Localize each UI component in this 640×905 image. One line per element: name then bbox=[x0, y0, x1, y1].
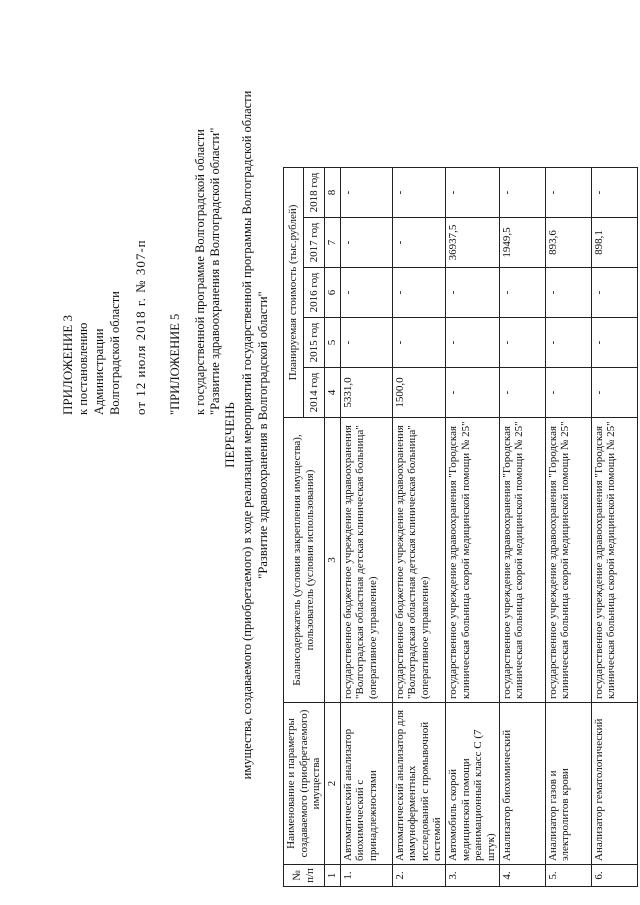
row-value: - bbox=[499, 318, 545, 368]
column-number: 6 bbox=[324, 268, 340, 318]
row-value: - bbox=[340, 268, 392, 318]
column-number: 1 bbox=[324, 865, 340, 887]
row-value: - bbox=[392, 168, 446, 218]
row-number: 4. bbox=[499, 865, 545, 887]
row-value: - bbox=[545, 168, 591, 218]
row-value: - bbox=[499, 368, 545, 418]
row-holder: государственное бюджетное учреждение здравоохранения "Волгоградская областная детская клиническая больница" (оперативное управление) bbox=[340, 418, 392, 703]
column-number: 4 bbox=[324, 368, 340, 418]
row-number: 6. bbox=[591, 865, 637, 887]
row-value: - bbox=[446, 318, 500, 368]
row-value: - bbox=[446, 268, 500, 318]
row-value: - bbox=[340, 318, 392, 368]
table-row bbox=[545, 168, 591, 887]
header-planned-cost: Планируемая стоимость (тыс.рублей) bbox=[284, 168, 304, 418]
header-no: № п/п bbox=[284, 865, 325, 887]
header-name: Наименование и параметры создаваемого (приобретаемого) имущества bbox=[284, 703, 325, 865]
header-year: 2016 год bbox=[304, 268, 324, 318]
appendix-3-line: Волгоградской области bbox=[107, 291, 122, 415]
row-value: - bbox=[545, 318, 591, 368]
row-value: - bbox=[591, 268, 637, 318]
row-value: - bbox=[591, 168, 637, 218]
row-name: Автоматический анализатор для иммуноферментных исследований с промывочной системой bbox=[392, 703, 446, 865]
appendix-5-line: "Развитие здравоохранения в Волгоградской области" bbox=[208, 127, 222, 415]
appendix-3-line: Администрации bbox=[91, 328, 106, 415]
row-holder: государственное учреждение здравоохранения "Городская клиническая больница скорой медицинской помощи № 25" bbox=[545, 418, 591, 703]
table-row bbox=[392, 168, 446, 887]
row-value: 1500,0 bbox=[392, 368, 446, 418]
row-value: 5331,0 bbox=[340, 368, 392, 418]
row-name: Автоматический анализатор биохимический с принадлежностями bbox=[340, 703, 392, 865]
row-name: Автомобиль скорой медицинской помощи реанимационный класс С (7 штук) bbox=[446, 703, 500, 865]
appendix-3-block bbox=[60, 85, 149, 415]
column-number: 5 bbox=[324, 318, 340, 368]
row-value: - bbox=[392, 218, 446, 268]
column-number: 2 bbox=[324, 703, 340, 865]
decree-date-line: от 12 июля 2018 г. № 307-п bbox=[133, 239, 149, 415]
column-number: 3 bbox=[324, 418, 340, 703]
row-number: 2. bbox=[392, 865, 446, 887]
row-holder: государственное бюджетное учреждение здравоохранения "Волгоградская областная детская клиническая больница" (оперативное управление) bbox=[392, 418, 446, 703]
title-heading: ПЕРЕЧЕНЬ bbox=[222, 402, 237, 468]
row-value: 36937,5 bbox=[446, 218, 500, 268]
row-holder: государственное учреждение здравоохранения "Городская клиническая больница скорой медицинской помощи № 25" bbox=[499, 418, 545, 703]
row-holder: государственное учреждение здравоохранения "Городская клиническая больница скорой медицинской помощи № 25" bbox=[446, 418, 500, 703]
header-year: 2018 год bbox=[304, 168, 324, 218]
table-row bbox=[591, 168, 637, 887]
row-value: 1949,5 bbox=[499, 218, 545, 268]
appendix-3-line: к постановлению bbox=[76, 322, 91, 415]
row-value: - bbox=[446, 368, 500, 418]
appendix-5-line: к государственной программе Волгоградской области bbox=[193, 129, 207, 415]
row-name: Анализатор биохимический bbox=[499, 703, 545, 865]
header-year: 2015 год bbox=[304, 318, 324, 368]
row-number: 5. bbox=[545, 865, 591, 887]
row-value: - bbox=[591, 368, 637, 418]
table-header-row bbox=[284, 168, 304, 887]
column-number: 7 bbox=[324, 218, 340, 268]
header-year: 2014 год bbox=[304, 368, 324, 418]
row-value: - bbox=[340, 168, 392, 218]
row-value: - bbox=[545, 268, 591, 318]
row-value: - bbox=[392, 268, 446, 318]
title-line: имущества, создаваемого (приобретаемого) в ходе реализации мероприятий государственной программы Волгоградской области bbox=[240, 90, 255, 780]
appendix-5-block bbox=[168, 15, 223, 415]
row-value: - bbox=[392, 318, 446, 368]
row-value: 898,1 bbox=[591, 218, 637, 268]
row-number: 1. bbox=[340, 865, 392, 887]
row-value: - bbox=[340, 218, 392, 268]
appendix-3-title: ПРИЛОЖЕНИЕ 3 bbox=[60, 315, 75, 415]
header-year: 2017 год bbox=[304, 218, 324, 268]
table-row bbox=[499, 168, 545, 887]
document-title bbox=[222, 25, 272, 845]
header-holder: Балансодержатель (условия закрепления имущества), пользователь (условия использования) bbox=[284, 418, 325, 703]
row-value: - bbox=[499, 268, 545, 318]
table-row bbox=[446, 168, 500, 887]
appendix-5-title: "ПРИЛОЖЕНИЕ 5 bbox=[168, 313, 182, 415]
row-holder: государственное учреждение здравоохранения "Городская клиническая больница скорой медицинской помощи № 25" bbox=[591, 418, 637, 703]
row-name: Анализатор газов и электролитов крови bbox=[545, 703, 591, 865]
row-number: 3. bbox=[446, 865, 500, 887]
column-number: 8 bbox=[324, 168, 340, 218]
row-value: - bbox=[591, 318, 637, 368]
column-number-row bbox=[324, 168, 340, 887]
row-value: - bbox=[545, 368, 591, 418]
property-table bbox=[283, 167, 638, 887]
title-line: "Развитие здравоохранения в Волгоградской области" bbox=[255, 291, 270, 579]
row-value: - bbox=[499, 168, 545, 218]
row-name: Анализатор гематологический bbox=[591, 703, 637, 865]
row-value: - bbox=[446, 168, 500, 218]
table-row bbox=[340, 168, 392, 887]
row-value: 893,6 bbox=[545, 218, 591, 268]
